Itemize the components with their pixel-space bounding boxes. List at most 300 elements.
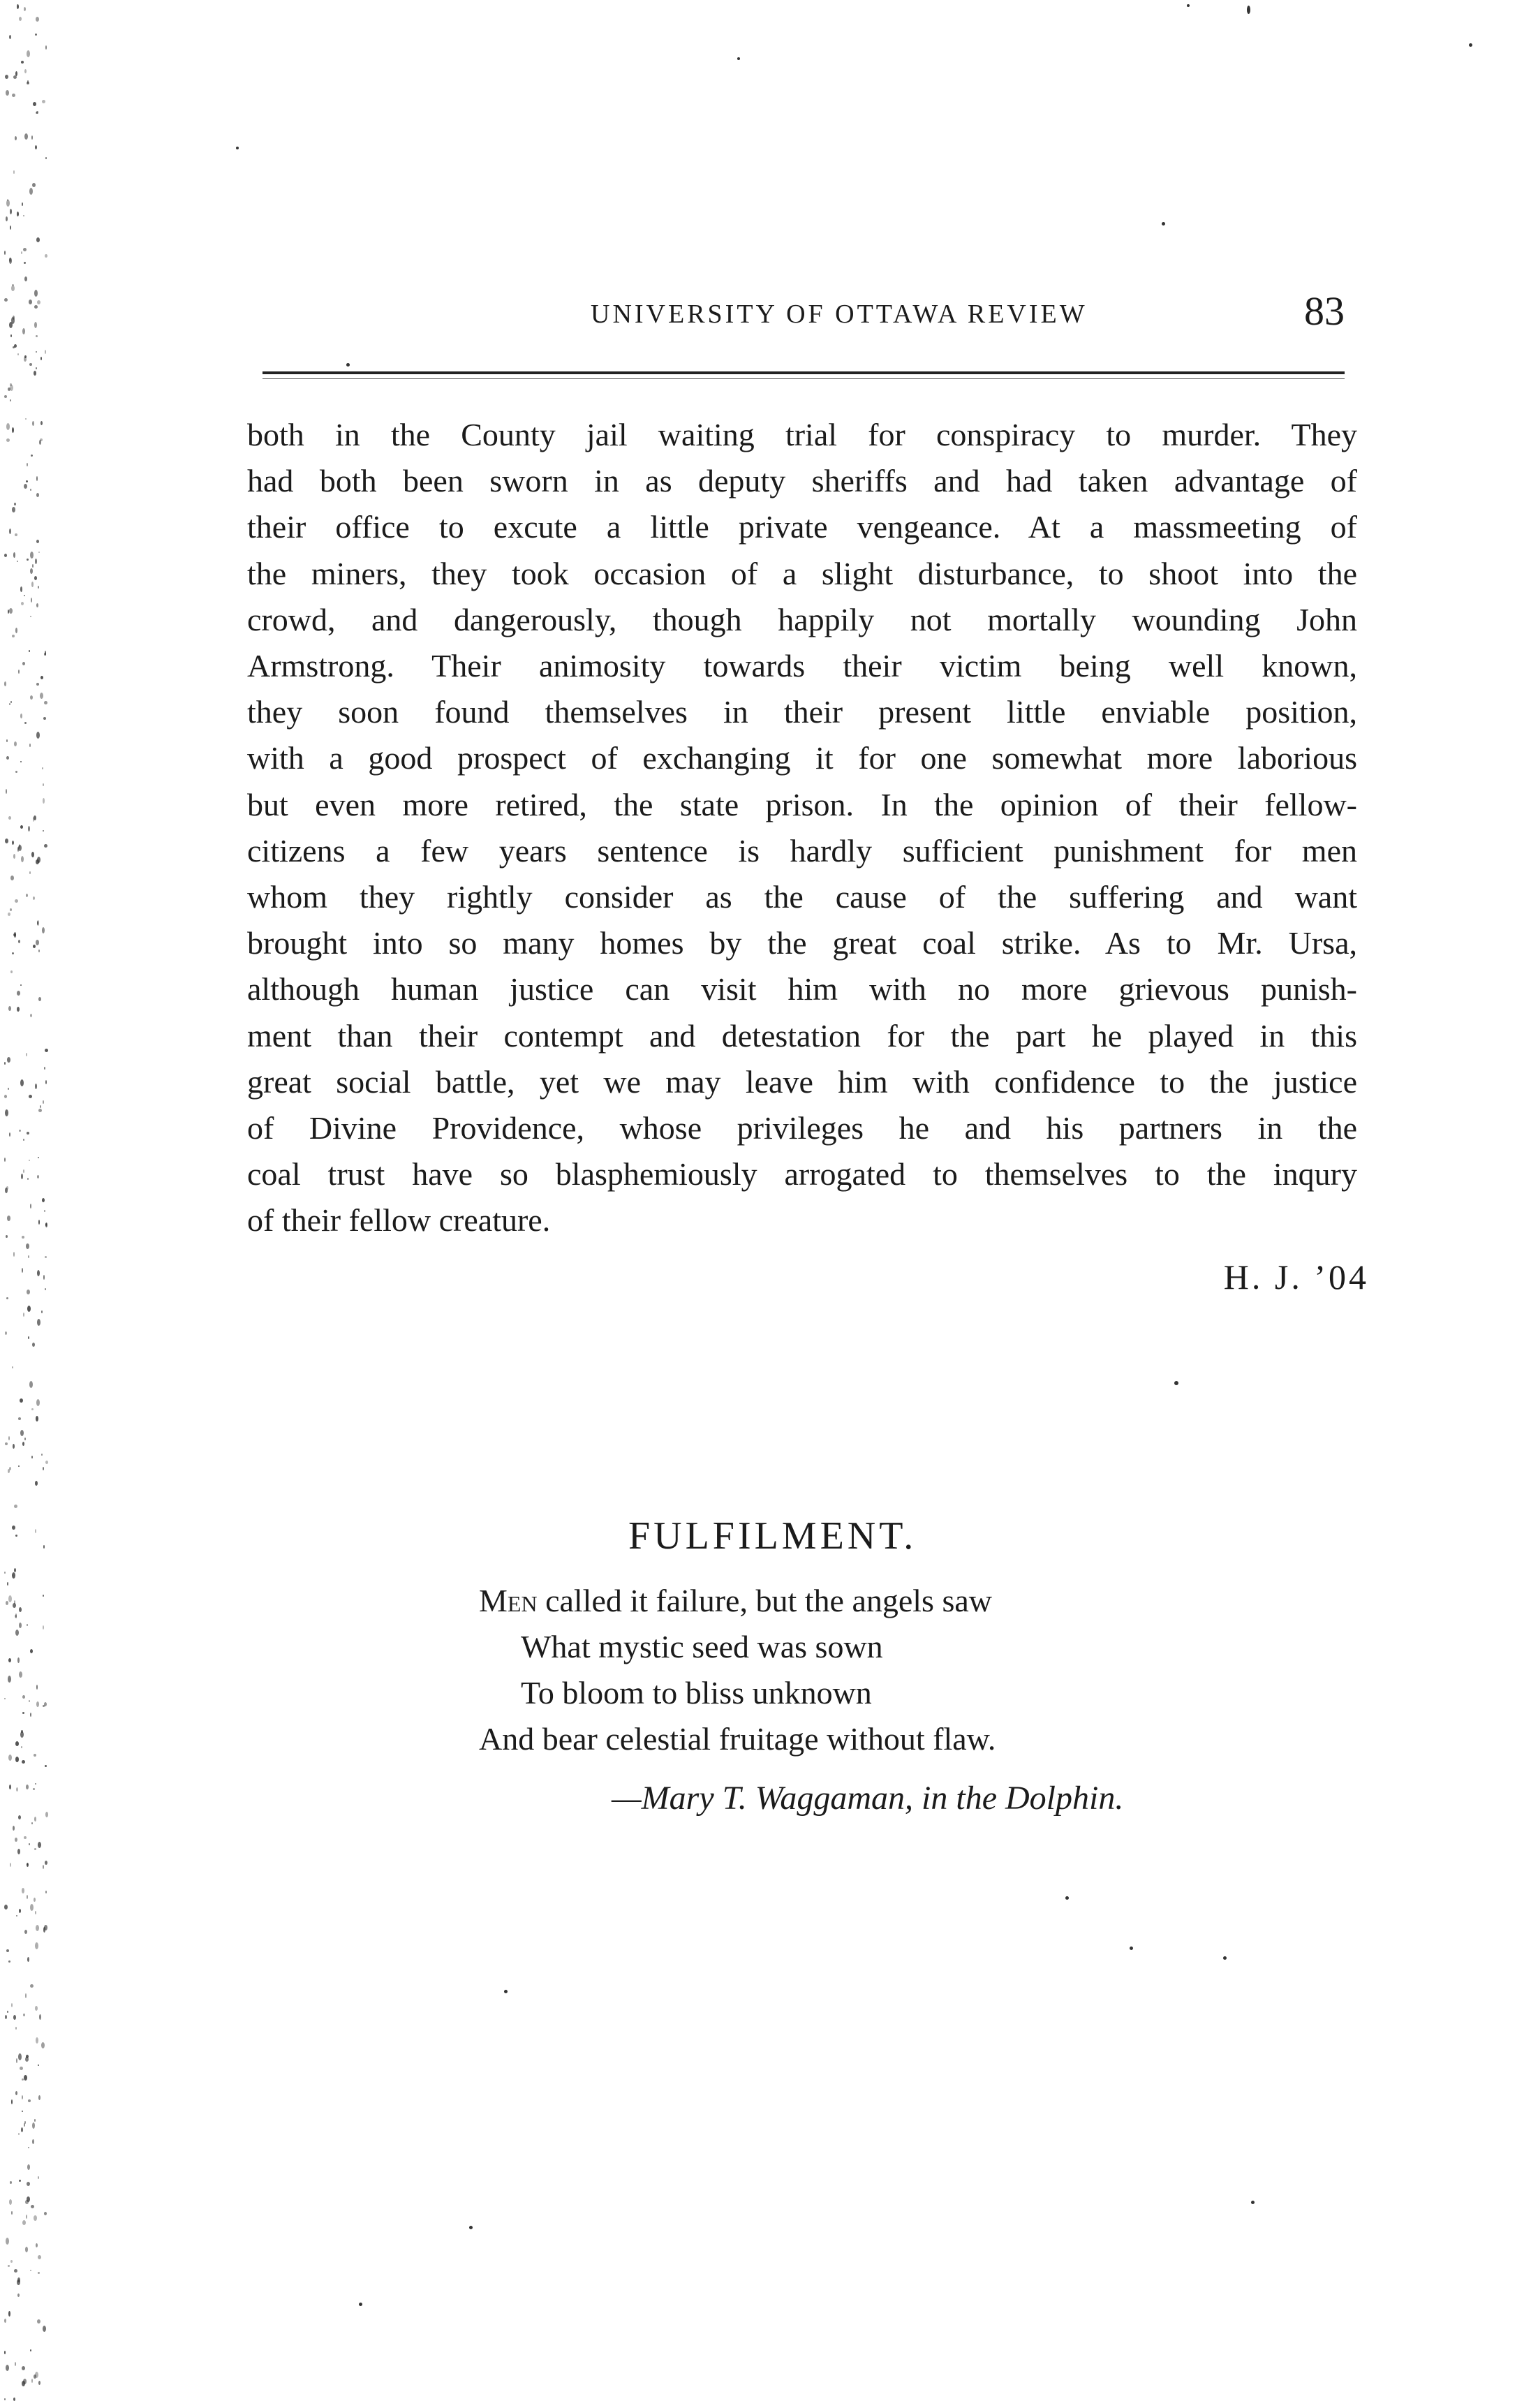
gutter-speck: [32, 421, 34, 426]
article-line: brought into so many homes by the great coal strike. As to Mr. Ursa,: [247, 925, 1357, 961]
gutter-speck: [22, 1712, 24, 1714]
gutter-speck: [5, 1442, 8, 1445]
gutter-speck: [45, 157, 47, 159]
gutter-speck: [22, 1236, 24, 1239]
gutter-speck: [22, 2381, 25, 2386]
gutter-speck: [22, 2078, 24, 2081]
gutter-speck: [33, 896, 35, 900]
article-line: although human justice can visit him with no more grievous punish-: [247, 971, 1357, 1007]
gutter-speck: [19, 1909, 21, 1913]
gutter-speck: [35, 34, 37, 36]
gutter-speck: [10, 2181, 12, 2184]
gutter-speck: [6, 200, 10, 207]
gutter-speck: [36, 1416, 38, 1421]
gutter-speck: [25, 418, 27, 420]
gutter-speck: [14, 503, 16, 505]
gutter-speck: [30, 695, 33, 700]
gutter-speck: [4, 298, 8, 302]
gutter-speck: [45, 1765, 47, 1767]
gutter-speck: [11, 2099, 13, 2104]
gutter-speck: [38, 586, 39, 589]
gutter-speck: [35, 2006, 38, 2011]
scan-speck: [1130, 1947, 1133, 1950]
gutter-speck: [21, 1730, 23, 1733]
gutter-speck: [6, 438, 10, 442]
gutter-speck: [19, 17, 22, 21]
gutter-speck: [26, 2055, 29, 2058]
gutter-speck: [16, 2058, 17, 2063]
scan-speck: [1247, 6, 1250, 14]
page-number: 83: [1304, 288, 1345, 334]
gutter-speck: [24, 595, 25, 596]
gutter-speck: [21, 2127, 23, 2132]
gutter-speck: [6, 2365, 9, 2371]
gutter-speck: [30, 489, 31, 491]
gutter-speck: [13, 2398, 15, 2401]
gutter-speck: [14, 741, 17, 746]
gutter-speck: [44, 844, 47, 848]
poem-line-4: And bear celestial fruitage without flaw.: [479, 1721, 996, 1757]
gutter-speck: [28, 1336, 29, 1339]
gutter-speck: [33, 945, 36, 948]
gutter-speck: [36, 732, 40, 739]
gutter-speck: [27, 463, 28, 466]
gutter-speck: [28, 826, 30, 832]
article-line: coal trust have so blasphemiously arrogated to themselves to the inqury: [247, 1156, 1357, 1192]
running-title: UNIVERSITY OF OTTAWA REVIEW: [591, 300, 1088, 329]
gutter-speck: [31, 1408, 34, 1410]
gutter-speck: [4, 1062, 6, 1065]
gutter-speck: [13, 2015, 16, 2020]
poem-title: FULFILMENT.: [628, 1514, 917, 1558]
gutter-speck: [43, 1595, 44, 1597]
article-line: they soon found themselves in their present little enviable position,: [247, 694, 1357, 730]
gutter-speck: [9, 35, 11, 39]
gutter-speck: [17, 1657, 20, 1663]
gutter-speck: [35, 145, 37, 149]
gutter-speck: [37, 857, 40, 863]
gutter-speck: [43, 1705, 45, 1707]
gutter-speck: [24, 1836, 27, 1839]
gutter-speck: [27, 1178, 29, 1180]
scan-speck: [1187, 4, 1190, 7]
poem-attribution: —Mary T. Waggaman, in the Dolphin.: [612, 1780, 1124, 1817]
article-line: had both been sworn in as deputy sheriffs and had taken advantage of: [247, 463, 1357, 499]
gutter-speck: [4, 1095, 7, 1098]
gutter-speck: [8, 1469, 10, 1473]
gutter-speck: [29, 744, 31, 747]
gutter-speck: [5, 75, 8, 79]
gutter-speck: [36, 112, 38, 114]
gutter-speck: [42, 100, 45, 103]
header-rule: [262, 371, 1345, 374]
gutter-speck: [34, 2119, 36, 2122]
gutter-speck: [38, 552, 40, 553]
gutter-speck: [4, 251, 6, 255]
gutter-speck: [18, 2053, 22, 2060]
gutter-speck: [41, 2042, 45, 2048]
gutter-speck: [37, 1175, 39, 1179]
gutter-speck: [43, 798, 45, 804]
gutter-speck: [4, 2351, 6, 2354]
gutter-speck: [17, 212, 19, 216]
gutter-speck: [26, 2215, 27, 2219]
gutter-speck: [8, 913, 10, 916]
gutter-speck: [13, 316, 15, 320]
gutter-speck: [38, 1109, 42, 1112]
gutter-speck: [12, 427, 14, 433]
gutter-speck: [23, 248, 27, 251]
gutter-speck: [17, 991, 20, 996]
scan-speck: [737, 57, 740, 60]
gutter-speck: [27, 1306, 31, 1312]
gutter-speck: [37, 1270, 40, 1276]
gutter-speck: [44, 1210, 45, 1212]
gutter-speck: [5, 1188, 8, 1193]
gutter-speck: [20, 2067, 23, 2070]
gutter-speck: [15, 71, 17, 76]
gutter-speck: [13, 933, 16, 936]
gutter-speck: [36, 1685, 38, 1690]
gutter-speck: [23, 1313, 24, 1317]
scan-speck: [469, 2226, 473, 2229]
gutter-speck: [10, 701, 12, 703]
gutter-speck: [24, 1930, 27, 1934]
gutter-speck: [38, 1220, 40, 1225]
gutter-speck: [36, 1925, 39, 1931]
binding-edge-gutter: [0, 0, 56, 2408]
poem-line-1-text: called it failure, but the angels saw: [537, 1583, 992, 1618]
gutter-speck: [15, 628, 17, 633]
gutter-speck: [22, 1760, 25, 1764]
gutter-speck: [28, 2147, 29, 2148]
gutter-speck: [44, 1067, 45, 1070]
gutter-speck: [43, 1467, 44, 1470]
gutter-speck: [32, 183, 36, 187]
gutter-speck: [29, 1095, 32, 1098]
gutter-speck: [15, 899, 18, 903]
gutter-speck: [24, 2121, 26, 2124]
gutter-speck: [15, 1535, 17, 1537]
article-line: citizens a few years sentence is hardly sufficient punishment for men: [247, 832, 1357, 869]
gutter-speck: [14, 2269, 17, 2273]
gutter-speck: [42, 767, 43, 769]
gutter-speck: [45, 45, 47, 50]
gutter-speck: [15, 1757, 19, 1762]
gutter-speck: [39, 2014, 41, 2020]
gutter-speck: [36, 335, 38, 337]
gutter-speck: [22, 2095, 23, 2099]
gutter-speck: [45, 1080, 47, 1084]
scan-speck: [1251, 2201, 1255, 2204]
gutter-speck: [25, 2200, 29, 2204]
gutter-speck: [22, 1888, 24, 1893]
gutter-speck: [20, 714, 22, 718]
gutter-speck: [8, 1658, 11, 1662]
article-line: crowd, and dangerously, though happily not mortally wounding John: [247, 601, 1357, 637]
gutter-speck: [15, 2362, 16, 2366]
gutter-speck: [29, 1381, 33, 1388]
gutter-speck: [6, 2238, 9, 2245]
gutter-speck: [24, 2075, 27, 2081]
gutter-speck: [7, 1582, 8, 1586]
gutter-speck: [12, 1526, 15, 1530]
gutter-speck: [29, 1700, 30, 1702]
gutter-speck: [8, 2265, 10, 2267]
gutter-speck: [9, 1132, 10, 1137]
gutter-speck: [18, 1417, 21, 1420]
article-line: of their fellow creature.: [247, 1202, 551, 1239]
gutter-speck: [31, 2205, 34, 2208]
gutter-speck: [10, 1863, 11, 1867]
article-line: both in the County jail waiting trial for conspiracy to murder. They: [247, 417, 1357, 452]
gutter-speck: [36, 476, 38, 481]
gutter-speck: [12, 952, 14, 954]
gutter-speck: [41, 1454, 43, 1456]
gutter-speck: [37, 2319, 40, 2324]
gutter-speck: [30, 616, 31, 617]
gutter-speck: [41, 1310, 43, 1313]
gutter-speck: [8, 1006, 11, 1011]
gutter-speck: [15, 1615, 17, 1618]
gutter-speck: [27, 1132, 29, 1135]
gutter-speck: [5, 839, 8, 843]
gutter-speck: [15, 1741, 19, 1746]
gutter-speck: [22, 328, 25, 334]
gutter-speck: [35, 1911, 36, 1914]
gutter-speck: [9, 608, 13, 614]
gutter-speck: [6, 1297, 8, 1299]
gutter-speck: [38, 2064, 39, 2066]
gutter-speck: [17, 2293, 20, 2297]
gutter-speck: [27, 1863, 29, 1867]
gutter-speck: [45, 1288, 46, 1290]
gutter-speck: [21, 61, 24, 64]
gutter-speck: [23, 215, 24, 216]
gutter-speck: [23, 2014, 25, 2016]
gutter-speck: [36, 603, 38, 607]
gutter-speck: [34, 305, 38, 309]
gutter-speck: [6, 1601, 8, 1605]
poem-first-word: Men: [479, 1583, 538, 1618]
gutter-speck: [38, 2176, 39, 2179]
gutter-speck: [31, 598, 32, 603]
gutter-speck: [4, 1905, 8, 1910]
gutter-speck: [10, 2260, 13, 2263]
gutter-speck: [22, 1442, 24, 1446]
gutter-speck: [18, 845, 22, 851]
gutter-speck: [15, 136, 17, 140]
gutter-speck: [9, 529, 11, 534]
gutter-speck: [20, 1398, 23, 1403]
gutter-speck: [4, 395, 7, 398]
gutter-speck: [40, 693, 43, 699]
gutter-speck: [45, 1891, 47, 1893]
gutter-speck: [30, 1014, 32, 1017]
gutter-speck: [34, 1817, 36, 1822]
gutter-speck: [15, 771, 17, 773]
gutter-speck: [20, 1430, 24, 1436]
gutter-speck: [33, 1788, 35, 1790]
gutter-speck: [34, 1898, 36, 1902]
gutter-speck: [21, 602, 24, 605]
gutter-speck: [30, 2349, 31, 2351]
gutter-speck: [11, 2211, 13, 2215]
scan-speck: [1162, 222, 1165, 226]
gutter-speck: [18, 670, 20, 674]
gutter-speck: [45, 1861, 47, 1865]
gutter-speck: [26, 1243, 29, 1249]
gutter-speck: [27, 559, 29, 561]
gutter-speck: [38, 2095, 40, 2100]
gutter-speck: [15, 1630, 19, 1636]
gutter-speck: [15, 2091, 17, 2095]
gutter-speck: [43, 830, 44, 832]
gutter-speck: [43, 1275, 45, 1280]
gutter-speck: [35, 1942, 38, 1949]
gutter-speck: [6, 789, 7, 794]
gutter-speck: [8, 1595, 12, 1602]
gutter-speck: [23, 1139, 24, 1141]
gutter-speck: [30, 2270, 31, 2271]
gutter-speck: [20, 761, 22, 762]
gutter-speck: [10, 226, 11, 230]
gutter-speck: [36, 367, 37, 369]
gutter-speck: [22, 662, 25, 665]
gutter-speck: [13, 1444, 15, 1449]
gutter-speck: [40, 676, 43, 679]
gutter-speck: [36, 940, 39, 945]
gutter-speck: [33, 102, 36, 106]
gutter-speck: [6, 739, 8, 742]
gutter-speck: [43, 1100, 44, 1104]
gutter-speck: [30, 1713, 31, 1717]
gutter-speck: [13, 1252, 15, 1257]
gutter-speck: [34, 815, 36, 820]
gutter-speck: [18, 1465, 20, 1467]
gutter-speck: [45, 1812, 48, 1817]
gutter-speck: [12, 841, 14, 845]
gutter-speck: [28, 1255, 29, 1258]
gutter-speck: [12, 1366, 13, 1368]
gutter-speck: [21, 251, 22, 254]
gutter-speck: [34, 371, 36, 376]
gutter-speck: [8, 816, 11, 820]
gutter-speck: [5, 1331, 7, 1335]
gutter-speck: [19, 1623, 22, 1628]
gutter-speck: [45, 1461, 48, 1464]
gutter-speck: [20, 984, 22, 986]
gutter-speck: [10, 876, 14, 880]
gutter-speck: [40, 357, 42, 360]
gutter-speck: [36, 2037, 38, 2044]
gutter-speck: [44, 2212, 47, 2215]
gutter-speck: [36, 540, 39, 543]
gutter-speck: [15, 533, 17, 536]
gutter-speck: [13, 1826, 15, 1831]
gutter-speck: [31, 852, 34, 857]
gutter-speck: [44, 701, 47, 704]
gutter-speck: [34, 2215, 37, 2221]
gutter-speck: [9, 703, 10, 705]
gutter-speck: [45, 350, 46, 354]
gutter-speck: [43, 1545, 45, 1549]
page-header: [262, 285, 1345, 334]
gutter-speck: [17, 1007, 20, 1012]
gutter-speck: [18, 1815, 21, 1819]
gutter-speck: [4, 554, 7, 557]
gutter-speck: [12, 635, 15, 637]
gutter-speck: [4, 1698, 6, 1699]
gutter-speck: [43, 783, 44, 786]
gutter-speck: [12, 1572, 15, 1579]
scan-speck: [346, 363, 350, 367]
gutter-speck: [17, 1849, 20, 1854]
gutter-speck: [25, 1993, 27, 1998]
gutter-speck: [32, 2139, 34, 2144]
article-line: the miners, they took occasion of a slight disturbance, to shoot into the: [247, 555, 1357, 591]
gutter-speck: [22, 1268, 23, 1273]
gutter-speck: [38, 997, 41, 1001]
gutter-speck: [27, 50, 30, 57]
gutter-speck: [38, 2255, 41, 2259]
gutter-speck: [35, 1783, 36, 1785]
gutter-speck: [30, 1984, 34, 1988]
gutter-speck: [32, 1343, 35, 1347]
gutter-speck: [26, 480, 28, 482]
gutter-speck: [29, 650, 30, 652]
scan-speck: [1174, 1381, 1178, 1385]
gutter-speck: [22, 202, 23, 206]
header-rule-thin: [262, 378, 1345, 379]
gutter-speck: [13, 170, 15, 174]
gutter-speck: [31, 582, 34, 587]
gutter-speck: [8, 1676, 11, 1683]
gutter-speck: [24, 276, 27, 281]
gutter-speck: [36, 1701, 39, 1707]
gutter-speck: [11, 2003, 13, 2007]
gutter-speck: [36, 237, 40, 242]
gutter-speck: [45, 1049, 48, 1052]
gutter-speck: [27, 1957, 29, 1962]
article-line: great social battle, yet we may leave him with confidence to the justice: [247, 1063, 1357, 1100]
gutter-speck: [8, 2311, 10, 2317]
gutter-speck: [38, 1842, 41, 1848]
article-line: of Divine Providence, whose privileges he and his partners in the: [247, 1110, 1357, 1146]
article-line: with a good prospect of exchanging it for one somewhat more laborious: [247, 740, 1357, 776]
poem-line-2: What mystic seed was sown: [521, 1629, 883, 1664]
gutter-speck: [40, 421, 43, 425]
gutter-speck: [28, 2099, 31, 2102]
gutter-speck: [34, 1754, 36, 1757]
gutter-speck: [24, 722, 27, 724]
gutter-speck: [32, 2122, 35, 2129]
gutter-speck: [4, 1572, 6, 1574]
gutter-speck: [31, 2379, 33, 2383]
gutter-speck: [9, 1785, 11, 1789]
gutter-speck: [27, 1895, 28, 1899]
gutter-speck: [26, 1785, 29, 1789]
gutter-speck: [31, 135, 33, 140]
gutter-speck: [17, 561, 18, 562]
gutter-speck: [27, 2182, 30, 2186]
gutter-speck: [10, 334, 12, 337]
gutter-speck: [22, 2220, 26, 2225]
gutter-speck: [40, 438, 43, 441]
gutter-speck: [17, 4, 19, 9]
gutter-speck: [17, 353, 19, 355]
gutter-speck: [37, 1319, 40, 1326]
